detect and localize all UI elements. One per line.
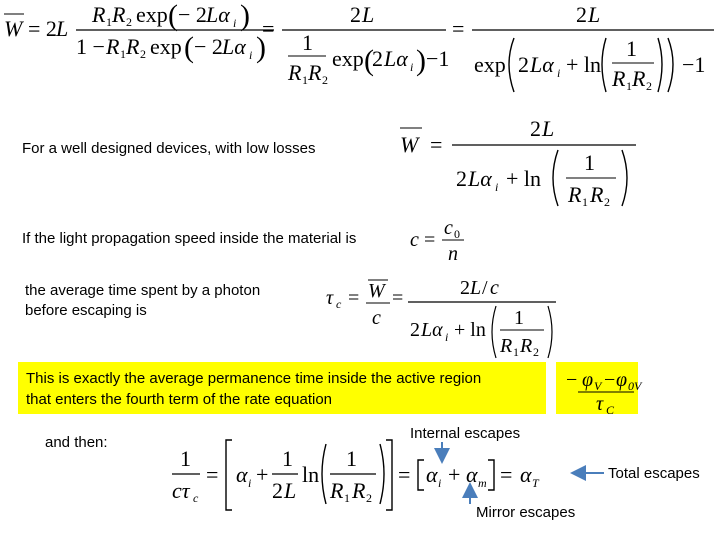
total-escapes-label: Total escapes	[608, 465, 700, 482]
svg-text:1: 1	[514, 307, 524, 329]
low-losses-formula	[400, 116, 636, 209]
svg-text:exp: exp	[150, 34, 182, 59]
svg-text:(: (	[364, 44, 374, 77]
svg-text:c: c	[336, 297, 342, 311]
svg-text:2: 2	[530, 116, 541, 141]
svg-text:τ: τ	[596, 393, 604, 415]
svg-text:i: i	[445, 330, 449, 344]
svg-text:1: 1	[344, 491, 350, 505]
svg-text:α: α	[426, 462, 438, 487]
svg-text:2: 2	[518, 52, 529, 77]
svg-text:2: 2	[126, 15, 132, 29]
svg-text:2: 2	[460, 277, 470, 299]
svg-text:1: 1	[302, 73, 308, 87]
svg-text:i: i	[557, 66, 561, 80]
svg-text:2: 2	[272, 478, 283, 503]
svg-text:C: C	[606, 403, 615, 417]
svg-text:=: =	[500, 462, 513, 487]
svg-text:2: 2	[456, 166, 467, 191]
svg-text:c: c	[372, 307, 381, 329]
svg-text:1: 1	[582, 195, 588, 209]
svg-text:=: =	[206, 462, 219, 487]
svg-text:+ ln: + ln	[566, 52, 602, 77]
svg-text:− 2: − 2	[178, 2, 207, 27]
photon-lifetime-formula	[326, 277, 556, 359]
svg-text:R: R	[590, 182, 604, 207]
svg-text:−: −	[604, 369, 616, 391]
svg-text:R: R	[520, 335, 533, 357]
svg-text:Lα: Lα	[421, 319, 443, 341]
svg-text:R: R	[632, 66, 646, 91]
svg-text:W: W	[4, 16, 23, 41]
internal-escapes-label: Internal escapes	[410, 425, 521, 442]
svg-text:2: 2	[646, 79, 652, 93]
escape-rate-formula	[172, 440, 540, 510]
svg-text:i: i	[410, 60, 414, 74]
svg-text:n: n	[448, 243, 458, 265]
light-speed-formula	[410, 217, 464, 265]
svg-text:L: L	[56, 16, 69, 41]
svg-text:T: T	[532, 476, 539, 490]
svg-text:Lα: Lα	[468, 166, 492, 191]
svg-text:): )	[240, 0, 250, 32]
svg-text:2: 2	[410, 319, 420, 341]
svg-text:α: α	[466, 462, 478, 487]
svg-text:i: i	[249, 48, 253, 62]
svg-text:2: 2	[140, 47, 146, 61]
svg-text:1 −: 1 −	[76, 34, 105, 59]
svg-text:φ: φ	[582, 369, 594, 391]
svg-text:Lα: Lα	[222, 34, 246, 59]
svg-text:2: 2	[533, 345, 539, 359]
svg-text:exp: exp	[474, 52, 506, 77]
svg-text:L: L	[362, 2, 375, 27]
svg-text:+: +	[256, 462, 269, 487]
svg-text:α: α	[520, 462, 532, 487]
svg-text:1: 1	[106, 15, 112, 29]
svg-text:c: c	[410, 229, 419, 251]
svg-text:1: 1	[282, 446, 293, 471]
svg-text:i: i	[495, 180, 499, 194]
svg-text:): )	[416, 44, 426, 77]
svg-text:=: =	[348, 287, 360, 309]
svg-text:R: R	[612, 66, 626, 91]
svg-text:(: (	[168, 0, 178, 32]
svg-text:φ: φ	[616, 369, 628, 391]
svg-text:i: i	[248, 476, 252, 490]
highlight-text-line2: that enters the fourth term of the rate equation	[26, 391, 333, 408]
svg-text:Lα: Lα	[530, 52, 554, 77]
svg-text:R: R	[112, 2, 126, 27]
svg-text:R: R	[568, 182, 582, 207]
svg-text:R: R	[308, 60, 322, 85]
average-time-caption-line2: before escaping is	[25, 302, 147, 319]
svg-text:2: 2	[322, 73, 328, 87]
svg-text:1: 1	[346, 446, 357, 471]
svg-text:c: c	[490, 277, 499, 299]
svg-text:Lα: Lα	[206, 2, 230, 27]
highlight-text-line1: This is exactly the average permanence time inside the active region	[26, 370, 482, 387]
svg-text:=: =	[424, 229, 436, 251]
svg-text:τ: τ	[326, 287, 334, 309]
average-time-caption-line1: the average time spent by a photon	[25, 282, 261, 299]
svg-text:c: c	[193, 491, 199, 505]
mean-length-formula	[4, 0, 714, 93]
light-speed-caption: If the light propagation speed inside the material is	[22, 230, 357, 247]
svg-text:2: 2	[350, 2, 361, 27]
svg-text:/: /	[482, 277, 488, 299]
and-then-caption: and then:	[45, 434, 108, 451]
svg-text:exp: exp	[332, 46, 364, 71]
svg-text:0: 0	[454, 227, 460, 241]
svg-text:−: −	[566, 369, 578, 391]
svg-text:1: 1	[626, 36, 637, 61]
svg-text:2: 2	[576, 2, 587, 27]
svg-text:2: 2	[366, 491, 372, 505]
svg-text:m: m	[478, 476, 487, 490]
svg-text:ln: ln	[302, 462, 320, 487]
svg-text:= 2: = 2	[28, 16, 57, 41]
svg-text:R: R	[330, 478, 344, 503]
svg-text:W: W	[368, 280, 385, 302]
svg-text:1: 1	[584, 150, 595, 175]
svg-text:R: R	[352, 478, 366, 503]
svg-text:R: R	[288, 60, 302, 85]
svg-text:1: 1	[626, 79, 632, 93]
svg-text:2: 2	[604, 195, 610, 209]
svg-text:R: R	[92, 2, 106, 27]
svg-text:L: L	[470, 277, 482, 299]
svg-text:c: c	[444, 217, 453, 239]
svg-text:L: L	[588, 2, 601, 27]
svg-text:=: =	[430, 132, 443, 157]
svg-text:cτ: cτ	[172, 478, 190, 503]
svg-text:Lα: Lα	[384, 46, 408, 71]
svg-text:+ ln: + ln	[454, 319, 486, 341]
svg-text:): )	[256, 31, 266, 64]
svg-text:exp: exp	[136, 2, 168, 27]
svg-text:1: 1	[513, 345, 519, 359]
svg-text:2: 2	[372, 46, 383, 71]
svg-text:W: W	[400, 132, 419, 157]
svg-text:L: L	[542, 116, 555, 141]
svg-text:− 2: − 2	[194, 34, 223, 59]
svg-text:−1: −1	[426, 46, 450, 71]
svg-text:L: L	[284, 478, 297, 503]
svg-text:+: +	[448, 462, 461, 487]
svg-text:α: α	[236, 462, 248, 487]
svg-text:=: =	[262, 16, 275, 41]
svg-text:1: 1	[120, 47, 126, 61]
svg-text:1: 1	[180, 446, 191, 471]
svg-text:i: i	[233, 16, 237, 30]
svg-text:(: (	[184, 31, 194, 64]
svg-text:R: R	[106, 34, 120, 59]
svg-text:=: =	[392, 287, 404, 309]
low-losses-caption: For a well designed devices, with low losses	[22, 140, 316, 157]
rate-equation-term	[566, 369, 643, 417]
mirror-escapes-label: Mirror escapes	[476, 504, 576, 521]
svg-text:+ ln: + ln	[506, 166, 542, 191]
svg-text:R: R	[500, 335, 513, 357]
svg-text:=: =	[452, 16, 465, 41]
svg-text:=: =	[398, 462, 411, 487]
svg-text:V: V	[594, 379, 602, 393]
svg-text:−1: −1	[682, 52, 706, 77]
svg-text:R: R	[126, 34, 140, 59]
svg-text:i: i	[438, 476, 442, 490]
svg-text:1: 1	[302, 30, 313, 55]
svg-text:0V: 0V	[628, 379, 642, 393]
